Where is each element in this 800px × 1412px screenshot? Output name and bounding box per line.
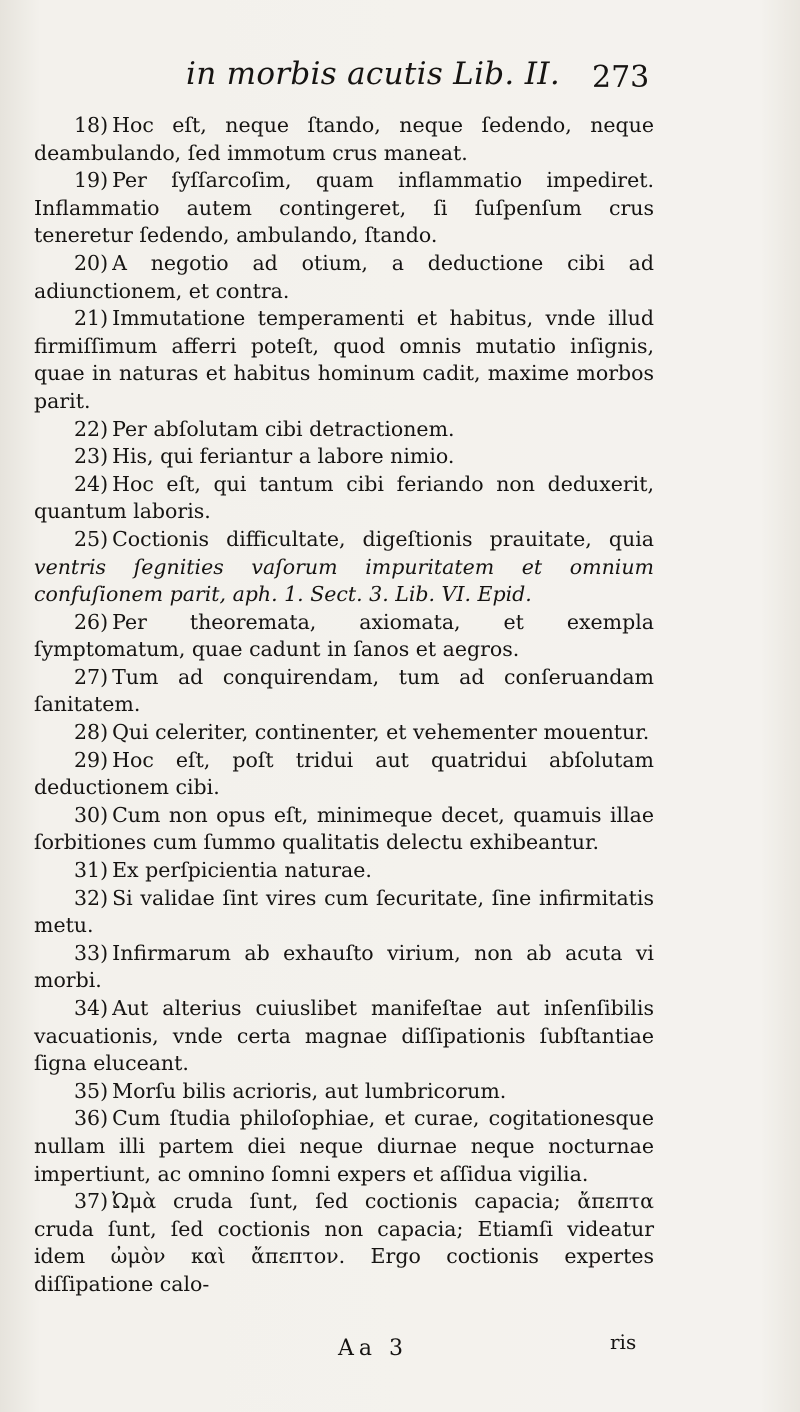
page-number: 273	[592, 60, 650, 95]
note-text: His, qui feriantur a labore nimio.	[112, 444, 455, 469]
note-text: Hoc eſt, neque ſtando, neque ſedendo, neque deambulando, ſed immotum crus maneat.	[34, 113, 654, 165]
note-text: Tum ad conquirendam, tum ad conſeruandam ſanitatem.	[34, 664, 654, 717]
note-number: 31)	[74, 858, 109, 883]
note-paragraph	[34, 857, 654, 885]
note-number: 19)	[74, 168, 109, 193]
running-title: in morbis acutis Lib. II.	[186, 56, 560, 92]
note-text: Hoc eſt, poſt tridui aut quatridui abſolutam deductionem cibi.	[34, 747, 654, 800]
note-paragraph	[34, 719, 654, 747]
note-text: Aut alterius cuiuslibet manifeſtae aut inſenſibilis vacuationis, vnde certa magnae diſſipationis ſubſtantiae ſigna eluceant.	[34, 996, 654, 1076]
notes-body	[34, 112, 654, 1299]
note-number: 22)	[74, 416, 109, 441]
note-paragraph	[34, 802, 654, 857]
note-number: 29)	[74, 747, 109, 772]
note-number: 33)	[74, 940, 109, 965]
note-paragraph	[34, 167, 654, 250]
page-header	[0, 50, 800, 100]
note-paragraph	[34, 664, 654, 719]
note-number: 23)	[74, 444, 109, 469]
note-paragraph	[34, 609, 654, 664]
note-text: Coctionis difficultate, digeſtionis prauitate, quia	[112, 526, 654, 551]
note-text: Morſu bilis acrioris, aut lumbricorum.	[112, 1078, 507, 1103]
note-text: A negotio ad otium, a deductione cibi ad adiunctionem, et contra.	[34, 250, 654, 303]
note-paragraph	[34, 305, 654, 415]
note-number: 18)	[74, 113, 109, 137]
note-italic-citation: ventris ſegnities vaſorum impuritatem et omnium confuſionem parit, aph. 1. Sect. 3. Lib. VI. Epid.	[34, 554, 654, 607]
note-text: Cum ſtudia philoſophiae, et curae, cogitationesque nullam illi partem diei neque diurnae neque nocturnae impertiunt, ac omnino ſomni expers et aſſidua vigilia.	[34, 1106, 654, 1186]
note-number: 21)	[74, 306, 109, 331]
note-paragraph	[34, 995, 654, 1078]
note-paragraph	[34, 1105, 654, 1188]
note-paragraph	[34, 443, 654, 471]
note-number: 28)	[74, 720, 109, 745]
note-paragraph	[34, 112, 654, 167]
note-paragraph	[34, 747, 654, 802]
note-number: 24)	[74, 471, 109, 496]
note-number: 35)	[74, 1078, 109, 1103]
note-text: Hoc eſt, qui tantum cibi feriando non deduxerit, quantum laboris.	[34, 471, 654, 524]
note-text: Immutatione temperamenti et habitus, vnde illud firmiſſimum afferri poteſt, quod omnis mutatio inſignis, quae in naturas et habitus hominum cadit, maxime morbos parit.	[34, 306, 654, 413]
note-number: 20)	[74, 250, 109, 275]
note-paragraph	[34, 1078, 654, 1106]
note-number: 36)	[74, 1106, 109, 1131]
note-paragraph	[34, 416, 654, 444]
note-paragraph	[34, 1188, 654, 1298]
note-text: Per abſolutam cibi detractionem.	[112, 416, 455, 441]
note-text: Ex perſpicientia naturae.	[112, 858, 372, 883]
note-text: Qui celeriter, continenter, et vehementer mouentur.	[112, 720, 650, 745]
note-text: Per theoremata, axiomata, et exempla ſymptomatum, quae cadunt in ſanos et aegros.	[34, 609, 654, 662]
note-text: Infirmarum ab exhauſto virium, non ab acuta vi morbi.	[34, 940, 654, 993]
note-paragraph	[34, 940, 654, 995]
note-paragraph	[34, 250, 654, 305]
note-number: 27)	[74, 664, 109, 689]
note-number: 26)	[74, 609, 109, 634]
note-number: 30)	[74, 802, 109, 827]
note-paragraph	[34, 526, 654, 609]
note-text: Ὠμὰ cruda ſunt, ſed coctionis capacia; ἄπεπτα cruda ſunt, ſed coctionis non capacia; Etiamſi videatur idem ὠμὸν καὶ ἄπεπτον. Ergo coctionis expertes diſſipatione calo-	[34, 1189, 654, 1296]
note-paragraph	[34, 885, 654, 940]
note-number: 37)	[74, 1189, 109, 1214]
note-text: Si validae ſint vires cum ſecuritate, ſine infirmitatis metu.	[34, 885, 654, 938]
note-text: Per ſyſſarcoſim, quam inflammatio impediret. Inflammatio autem contingeret, ſi ſuſpenſum crus teneretur ſedendo, ambulando, ſtando.	[34, 168, 654, 248]
note-text: Cum non opus eſt, minimeque decet, quamuis illae ſorbitiones cum ſummo qualitatis delectu exhibeantur.	[34, 802, 654, 855]
note-paragraph	[34, 471, 654, 526]
signature-mark: Aa 3	[338, 1336, 408, 1361]
catchword: ris	[610, 1330, 637, 1354]
note-number: 32)	[74, 885, 109, 910]
note-number: 34)	[74, 996, 109, 1020]
note-number: 25)	[74, 526, 109, 551]
